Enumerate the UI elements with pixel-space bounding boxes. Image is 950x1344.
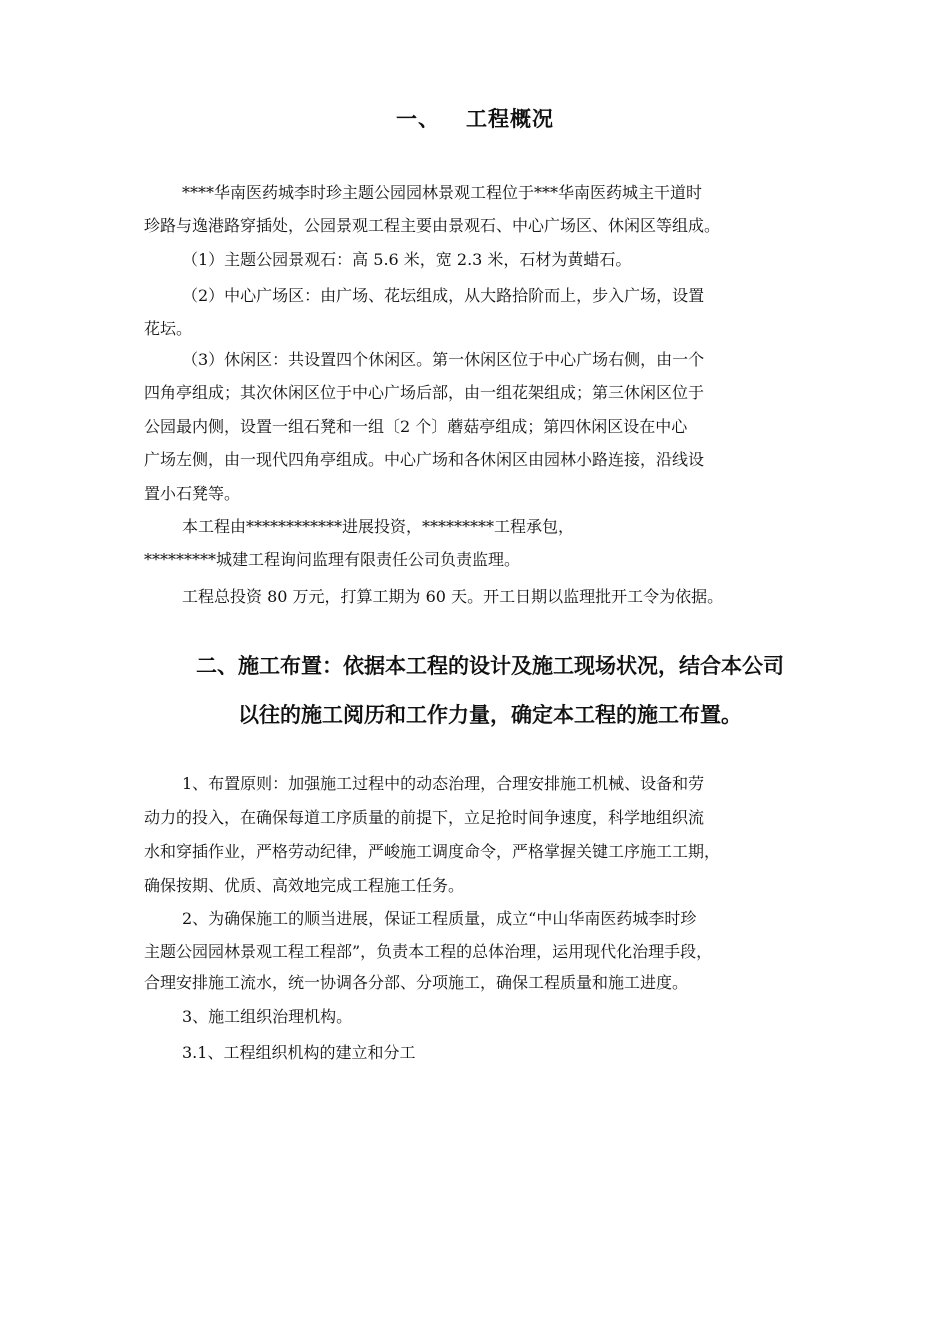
section1-line-3: （1）主题公园景观石：高 5.6 米，宽 2.3 米，石材为黄蜡石。 (182, 250, 632, 269)
section2-line-5: 2、为确保施工的顺当进展，保证工程质量，成立“中山华南医药城李时珍 (182, 909, 697, 928)
section1-line-7: 四角亭组成；其次休闲区位于中心广场后部，由一组花架组成；第三休闲区位于 (144, 383, 705, 402)
section2-heading-line-1: 二、施工布置：依据本工程的设计及施工现场状况，结合本公司 (196, 654, 784, 678)
section1-number: 一、 (396, 107, 440, 131)
section2-line-8: 3、施工组织治理机构。 (182, 1007, 353, 1026)
section1-line-6: （3）休闲区：共设置四个休闲区。第一休闲区位于中心广场右侧，由一个 (182, 350, 705, 369)
section1-line-2: 珍路与逸港路穿插处，公园景观工程主要由景观石、中心广场区、休闲区等组成。 (144, 216, 721, 235)
section2-line-9: 3.1、工程组织机构的建立和分工 (182, 1043, 416, 1062)
section2-line-6: 主题公园园林景观工程工程部”，负责本工程的总体治理，运用现代化治理手段， (144, 942, 713, 961)
section2-line-2: 动力的投入，在确保每道工序质量的前提下，立足抢时间争速度，科学地组织流 (144, 808, 705, 827)
section1-title: 工程概况 (466, 107, 554, 131)
section1-heading (0, 102, 950, 136)
section1-line-10: 置小石凳等。 (144, 484, 241, 503)
section2-line-3: 水和穿插作业，严格劳动纪律，严峻施工调度命令，严格掌握关键工序施工工期， (144, 842, 721, 861)
section1-line-1: ****华南医药城李时珍主题公园园林景观工程位于***华南医药城主干道时 (182, 183, 703, 202)
section1-line-5: 花坛。 (144, 319, 193, 338)
section1-line-9: 广场左侧，由一现代四角亭组成。中心广场和各休闲区由园林小路连接，沿线设 (144, 450, 705, 469)
section1-line-12: *********城建工程询问监理有限责任公司负责监理。 (144, 550, 521, 569)
section1-line-11: 本工程由************进展投资，*********工程承包， (182, 517, 575, 536)
section1-line-8: 公园最内侧，设置一组石凳和一组〔2 个〕蘑菇亭组成；第四休闲区设在中心 (144, 417, 688, 436)
section2-heading-line-2: 以往的施工阅历和工作力量，确定本工程的施工布置。 (238, 703, 742, 727)
section2-line-4: 确保按期、优质、高效地完成工程施工任务。 (144, 876, 465, 895)
section1-line-13: 工程总投资 80 万元，打算工期为 60 天。开工日期以监理批开工令为依据。 (182, 587, 724, 606)
section1-line-4: （2）中心广场区：由广场、花坛组成，从大路拾阶而上，步入广场，设置 (182, 286, 705, 305)
section2-line-7: 合理安排施工流水，统一协调各分部、分项施工，确保工程质量和施工进度。 (144, 973, 689, 992)
section2-line-1: 1、布置原则：加强施工过程中的动态治理，合理安排施工机械、设备和劳 (182, 774, 705, 793)
